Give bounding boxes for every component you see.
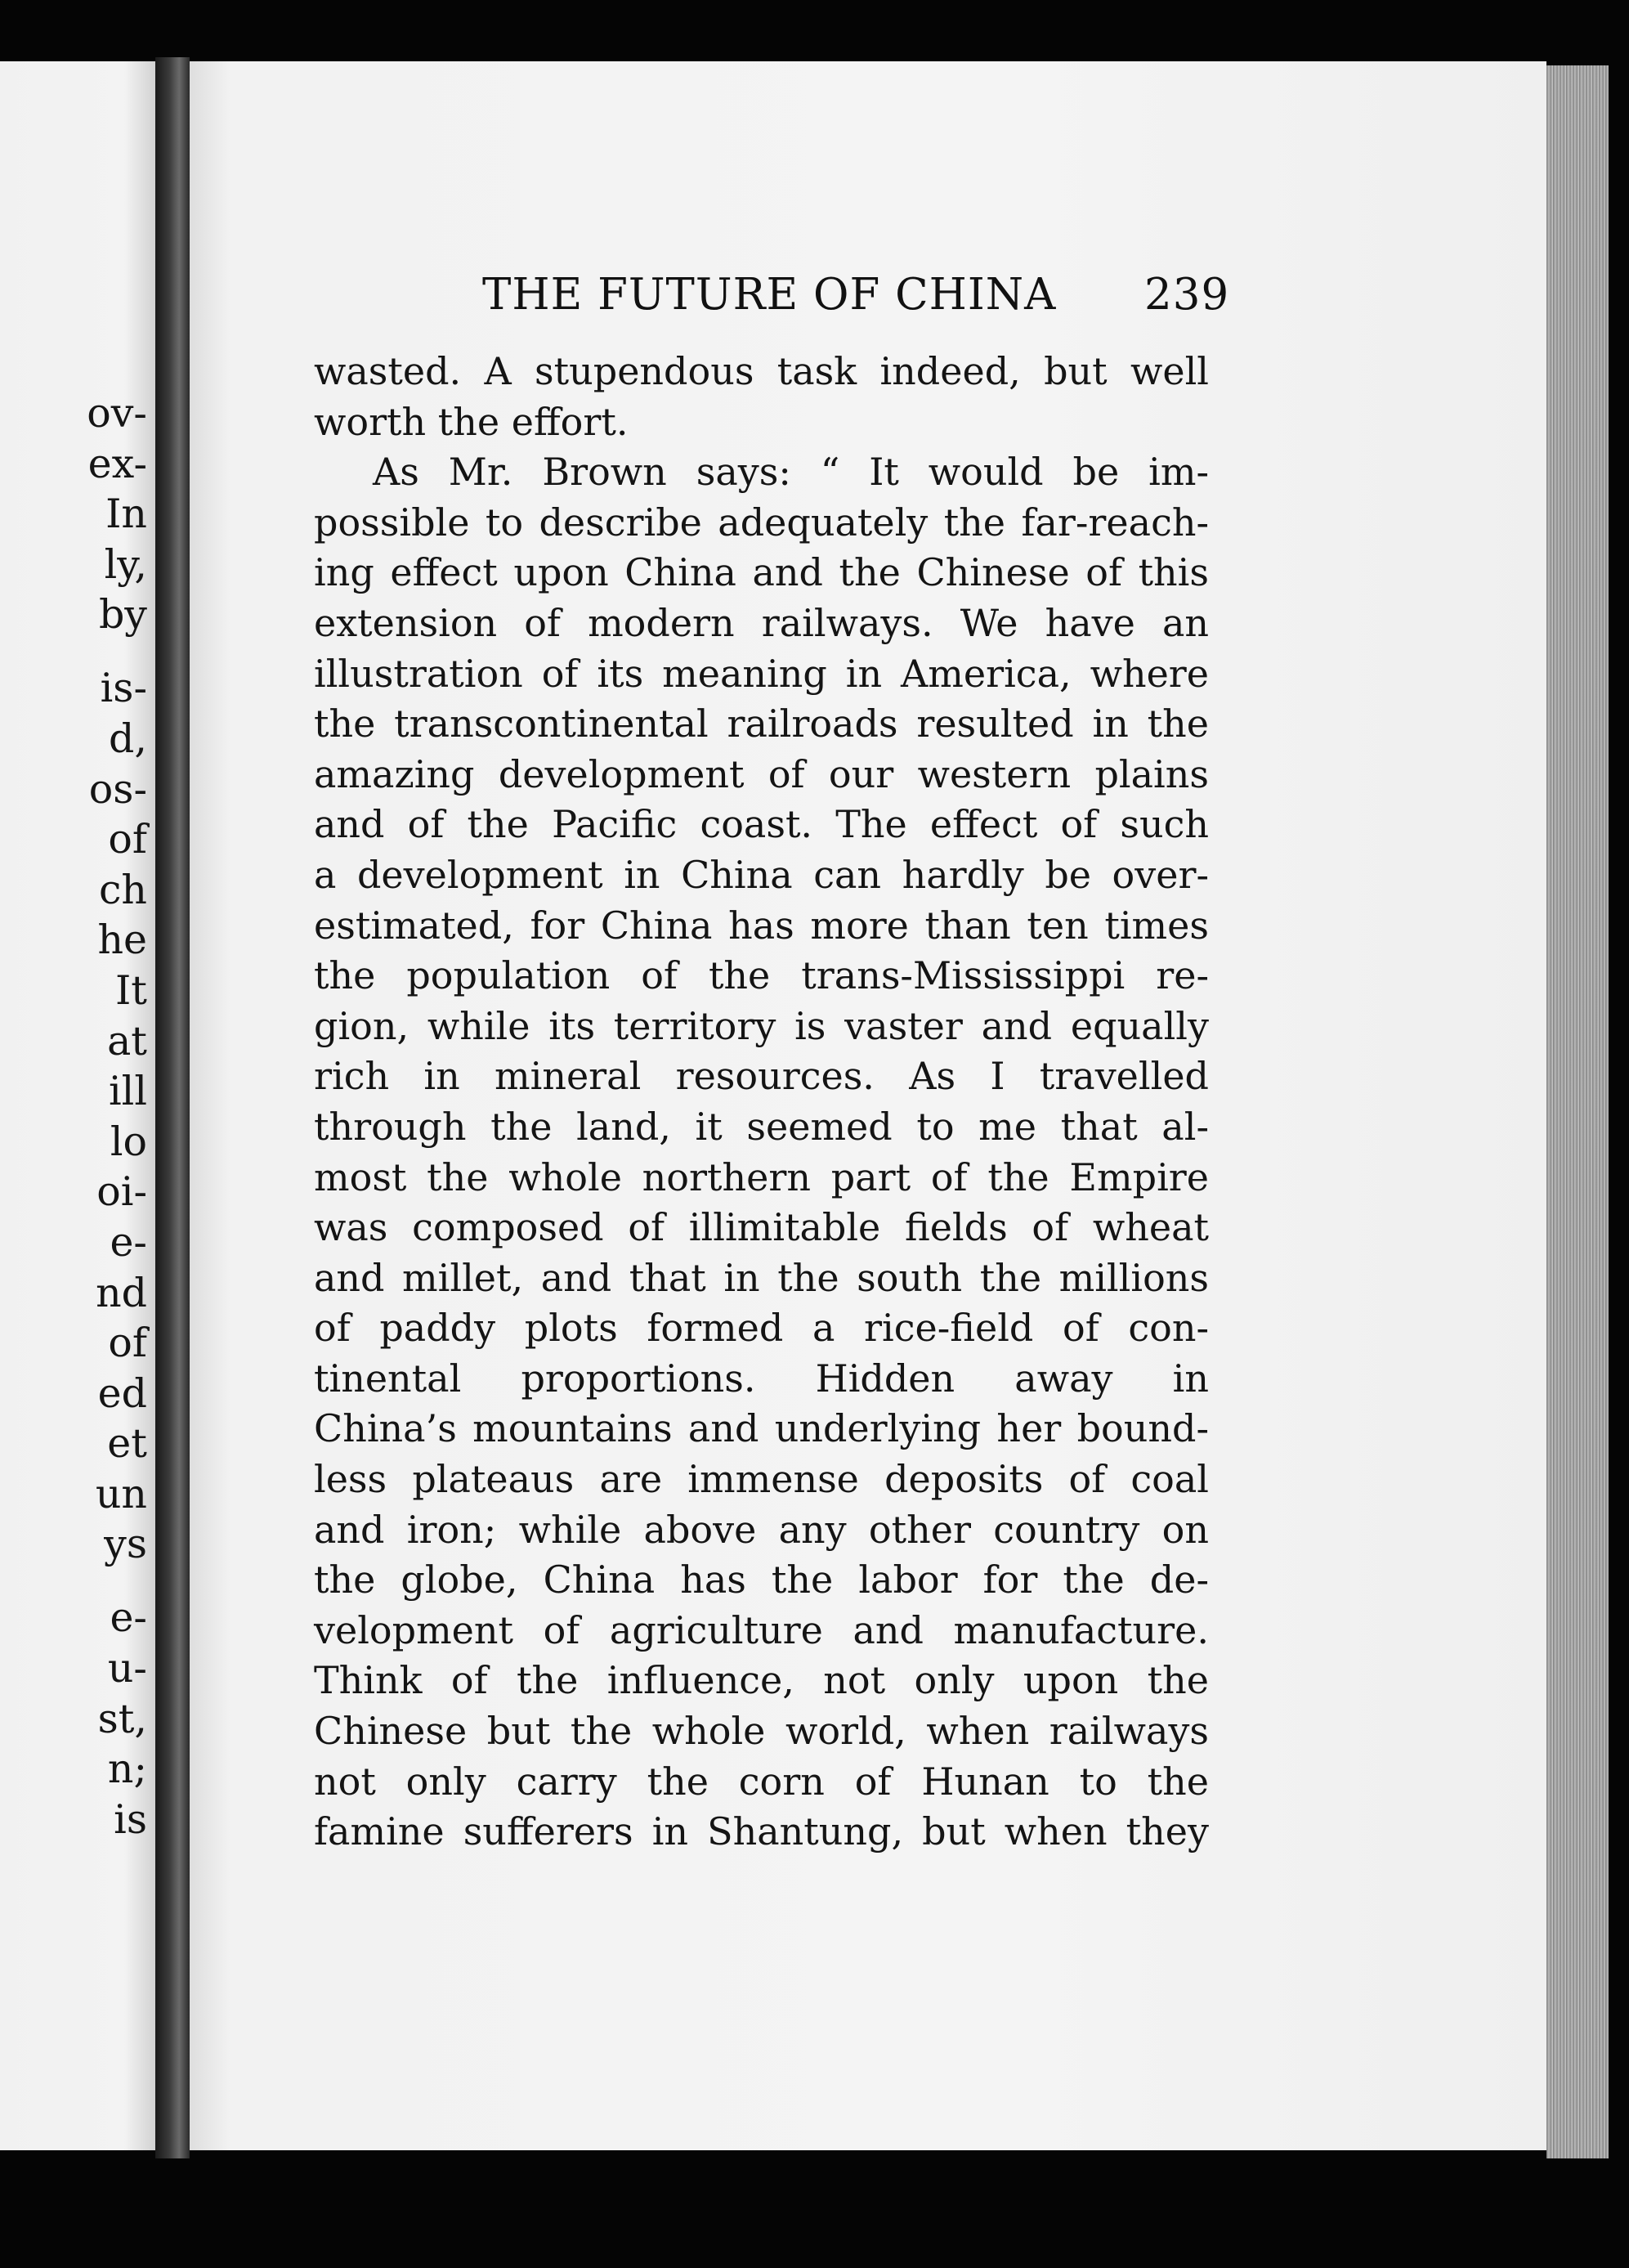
body-text	[314, 347, 1209, 1858]
page-header	[482, 270, 1230, 335]
previous-page-line: ill	[108, 1068, 147, 1115]
previous-page-line: nd	[96, 1269, 147, 1316]
previous-page-line: by	[98, 591, 147, 639]
text-line: Chinese but the whole world, when railways	[314, 1709, 1209, 1754]
text-line: and iron; while above any other country on	[314, 1507, 1209, 1552]
text-line: China’s mountains and underlying her bound-	[314, 1406, 1209, 1451]
previous-page-line: In	[105, 491, 147, 538]
previous-page-line: n;	[107, 1746, 147, 1793]
text-line: extension of modern railways. We have an	[314, 600, 1209, 645]
previous-page-line: lo	[110, 1118, 147, 1165]
previous-page-line: ed	[97, 1369, 147, 1417]
text-line: velopment of agriculture and manufacture.	[314, 1607, 1209, 1652]
text-line: and of the Pacific coast. The effect of such	[314, 802, 1209, 847]
text-line: the population of the trans-Mississippi re-	[314, 953, 1209, 998]
previous-page-line: ch	[98, 866, 147, 913]
previous-page-line: he	[97, 917, 147, 964]
previous-page-line: oi-	[96, 1168, 147, 1216]
previous-page-line: ys	[104, 1521, 147, 1568]
text-line: tinental proportions. Hidden away in	[314, 1356, 1209, 1401]
previous-page-line: ov-	[87, 390, 147, 437]
text-line: estimated, for China has more than ten times	[314, 903, 1209, 948]
text-line: Think of the influence, not only upon the	[314, 1658, 1209, 1703]
text-line: ing effect upon China and the Chinese of this	[314, 550, 1209, 595]
text-line: worth the effort.	[314, 399, 629, 444]
text-line: less plateaus are immense deposits of coal	[314, 1457, 1209, 1502]
previous-page-line: is-	[100, 665, 147, 712]
text-line: famine sufferers in Shantung, but when they	[314, 1809, 1209, 1854]
running-head: THE FUTURE OF CHINA	[482, 270, 1057, 320]
previous-page-line: ex-	[87, 440, 147, 487]
text-line: through the land, it seemed to me that al-	[314, 1104, 1209, 1149]
previous-page-line: of	[108, 816, 147, 863]
previous-page-line: st,	[97, 1695, 147, 1742]
text-line: most the whole northern part of the Empire	[314, 1154, 1209, 1199]
text-line: of paddy plots formed a rice-field of con-	[314, 1306, 1209, 1351]
text-line: amazing development of our western plains	[314, 751, 1209, 796]
text-line: the globe, China has the labor for the de-	[314, 1558, 1209, 1602]
previous-page-text	[0, 388, 147, 1844]
previous-page-line: os-	[88, 765, 147, 813]
previous-page-line: It	[114, 966, 147, 1014]
text-line: gion, while its territory is vaster and equally	[314, 1003, 1209, 1048]
page-number: 239	[1144, 270, 1230, 320]
text-line: possible to describe adequately the far-reach-	[314, 500, 1209, 545]
text-line: was composed of illimitable fields of wheat	[314, 1205, 1209, 1250]
text-line: illustration of its meaning in America, where	[314, 651, 1209, 696]
previous-page-line: u-	[107, 1645, 147, 1692]
page-edges	[1546, 65, 1609, 2158]
text-line: wasted. A stupendous task indeed, but well	[314, 349, 1209, 393]
previous-page-line: at	[107, 1017, 147, 1065]
previous-page	[0, 61, 155, 2150]
text-line: a development in China can hardly be over-	[314, 852, 1209, 897]
text-line: the transcontinental railroads resulted in the	[314, 701, 1209, 746]
previous-page-line: of	[108, 1320, 147, 1367]
previous-page-line: et	[107, 1420, 147, 1468]
text-line: and millet, and that in the south the millions	[314, 1255, 1209, 1300]
previous-page-line: is	[114, 1795, 147, 1843]
text-line: As Mr. Brown says: “ It would be im-	[373, 450, 1209, 495]
previous-page-line: e-	[110, 1218, 147, 1266]
text-line: not only carry the corn of Hunan to the	[314, 1759, 1209, 1804]
previous-page-line: un	[95, 1470, 147, 1517]
previous-page-line: e-	[110, 1594, 147, 1642]
book-gutter	[155, 57, 190, 2158]
previous-page-line: d,	[109, 715, 147, 762]
text-line: rich in mineral resources. As I travelled	[314, 1054, 1209, 1099]
previous-page-line: ly,	[104, 540, 147, 588]
